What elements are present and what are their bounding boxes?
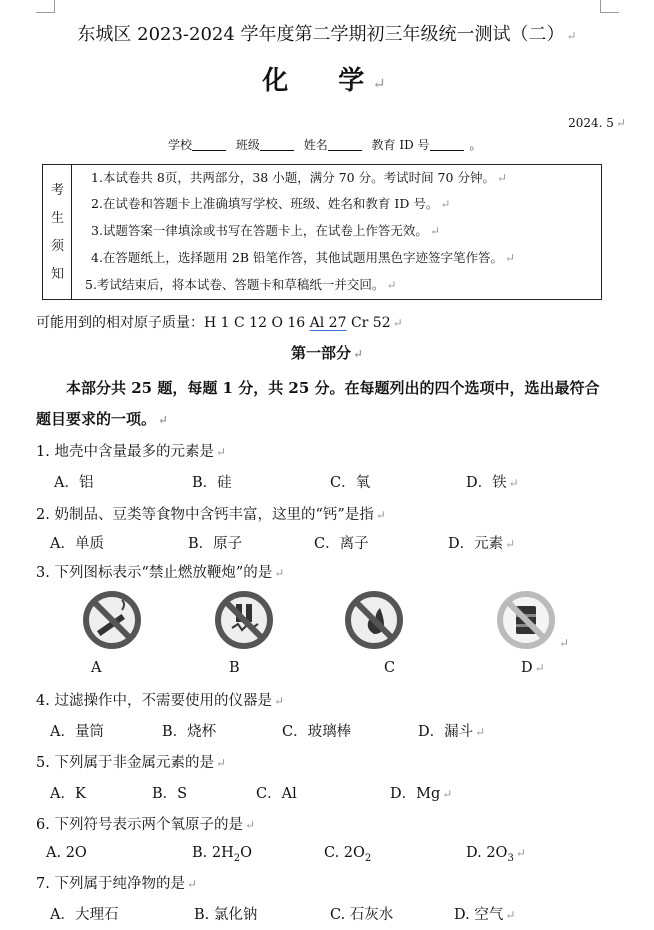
question-6-stem: 6. 下列符号表示两个氧原子的是 ↵ <box>36 817 256 833</box>
question-2-option-d: D．元素 ↵ <box>448 536 516 552</box>
page-corner-mark-right <box>600 0 619 13</box>
question-2-option-b: B．原子 <box>188 536 243 552</box>
question-6-option-d: D. $2O_3$ ↵ <box>466 845 526 864</box>
exam-date: 2024. 5 ↵ <box>568 116 626 130</box>
exam-notice-box <box>42 164 602 300</box>
part-one-intro-cont: 题目要求的一项。 ↵ <box>36 410 169 428</box>
question-7-option-a: A．大理石 <box>50 907 119 923</box>
question-3-option-c: C <box>384 660 396 676</box>
question-1-stem: 1. 地壳中含量最多的元素是 ↵ <box>36 444 227 460</box>
question-6-option-b: B. $2H_2O$ <box>192 845 253 864</box>
notice-side-char: 生 <box>51 211 65 226</box>
notice-side-char: 须 <box>51 239 65 254</box>
part-one-intro: 本部分共 25 题，每题 1 分，共 25 分。在每题列出的四个选项中，选出最符合 <box>66 379 600 397</box>
question-2-option-a: A．单质 <box>50 536 104 552</box>
question-4-option-b: B．烧杯 <box>162 724 217 740</box>
question-4-option-c: C．玻璃棒 <box>282 724 352 740</box>
question-7-stem: 7. 下列属于纯净物的是 ↵ <box>36 876 198 892</box>
subject-title: 化 学 ↵ <box>262 66 392 96</box>
notice-item: 5.考试结束后，将本试卷、答题卡和草稿纸一并交回。 ↵ <box>85 277 397 292</box>
notice-item: 3.试题答案一律填涂或书写在答题卡上，在试卷上作答无效。 ↵ <box>91 223 440 238</box>
question-5-option-b: B．S <box>152 786 188 802</box>
notice-item: 2.在试卷和答题卡上准确填写学校、班级、姓名和教育 ID 号。 ↵ <box>91 196 451 211</box>
student-info-line: 学校 班级 姓名 教育 ID 号 。 <box>168 138 482 152</box>
question-5-option-d: D．Mg ↵ <box>390 786 453 802</box>
part-one-title: 第一部分 ↵ <box>290 344 364 362</box>
question-6-option-a: A. 2O <box>46 845 87 861</box>
notice-side-label <box>43 165 72 299</box>
page-corner-mark-left <box>36 0 55 13</box>
no-open-flame-icon <box>344 590 404 650</box>
question-4-option-a: A．量筒 <box>50 724 104 740</box>
question-1-option-d: D．铁 ↵ <box>466 475 519 491</box>
no-firecrackers-icon <box>214 590 274 650</box>
no-oil-drum-icon <box>496 590 556 650</box>
question-2-option-c: C．离子 <box>314 536 369 552</box>
question-1-option-b: B．硅 <box>192 475 232 491</box>
question-7-option-d: D. 空气 ↵ <box>454 907 516 923</box>
question-4-option-d: D．漏斗 ↵ <box>418 724 486 740</box>
question-6-option-c: C. $2O_2$ <box>324 845 372 864</box>
notice-side-char: 知 <box>51 267 65 282</box>
question-1-option-a: A．铝 <box>54 475 94 491</box>
question-7-option-c: C. 石灰水 <box>330 907 394 923</box>
question-2-stem: 2. 奶制品、豆类等食物中含钙丰富，这里的“钙”是指 ↵ <box>36 507 386 523</box>
question-5-option-c: C．Al <box>256 786 297 802</box>
notice-item: 1.本试卷共 8页，共两部分，38 小题，满分 70 分。考试时间 70 分钟。 ↵ <box>91 170 508 185</box>
no-smoking-icon <box>82 590 142 650</box>
notice-side-char: 考 <box>51 183 65 198</box>
question-1-option-c: C．氧 <box>330 475 371 491</box>
question-7-option-b: B. 氯化钠 <box>194 907 258 923</box>
question-4-stem: 4. 过滤操作中，不需要使用的仪器是 ↵ <box>36 693 285 709</box>
notice-item: 4.在答题纸上，选择题用 2B 铅笔作答，其他试题用黑色字迹签字笔作答。 ↵ <box>91 250 516 265</box>
exam-title: 东城区 2023-2024 学年度第二学期初三年级统一测试（二） ↵ <box>77 24 577 45</box>
question-3-option-a: A <box>91 660 102 676</box>
question-3-option-d: D ↵ <box>521 660 545 676</box>
atomic-masses-line: 可能用到的相对原子质量：H 1 C 12 O 16 Al 27 Cr 52 ↵ <box>36 315 403 331</box>
question-5-stem: 5. 下列属于非金属元素的是 ↵ <box>36 755 227 771</box>
question-5-option-a: A．K <box>50 786 86 802</box>
question-3-option-b: B <box>229 660 240 676</box>
question-3-stem: 3. 下列图标表示“禁止燃放鞭炮”的是 ↵ <box>36 565 285 581</box>
